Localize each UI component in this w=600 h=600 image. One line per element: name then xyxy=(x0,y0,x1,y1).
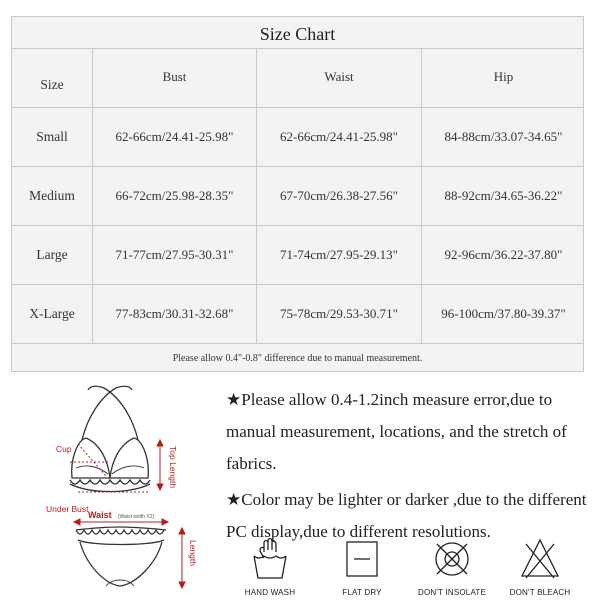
care-item-do-not-bleach xyxy=(498,534,582,600)
waist-label: Waist xyxy=(88,510,112,520)
top-length-label: Top Length xyxy=(168,446,178,489)
bust-cell: 71-77cm/27.95-30.31" xyxy=(93,226,257,284)
waist-cell: 75-78cm/29.53-30.71" xyxy=(257,285,422,343)
measurement-error-note: ★Please allow 0.4-1.2inch measure error,due to manual measurement, locations, and the stretch of fabrics. xyxy=(226,390,567,473)
measurement-note: Please allow 0.4"-0.8" difference due to manual measurement. xyxy=(172,353,423,364)
waist-cell: 71-74cm/27.95-29.13" xyxy=(257,226,422,284)
size-cell: Large xyxy=(12,226,93,284)
header-size: Size xyxy=(12,49,93,107)
flat-dry-icon xyxy=(340,534,384,584)
table-header-row xyxy=(12,49,583,108)
do-not-insolate-label: DON'T INSOLATE xyxy=(417,588,487,597)
bust-cell: 66-72cm/25.98-28.35" xyxy=(93,167,257,225)
table-row xyxy=(12,108,583,167)
hand-wash-label: HAND WASH xyxy=(244,588,296,597)
header-waist: Waist xyxy=(257,49,422,107)
size-cell: Small xyxy=(12,108,93,166)
hand-wash-icon xyxy=(248,534,292,584)
size-cell: Medium xyxy=(12,167,93,225)
do-not-bleach-label: DON'T BLEACH xyxy=(509,588,571,597)
bust-cell: 77-83cm/30.31-32.68" xyxy=(93,285,257,343)
color-variation-note: ★Color may be lighter or darker ,due to the different PC display,due to different resolutions. xyxy=(226,490,587,541)
header-hip: Hip xyxy=(493,69,514,84)
care-item-do-not-insolate xyxy=(410,534,494,600)
bikini-measurement-diagram xyxy=(20,380,210,600)
size-chart-table xyxy=(11,16,584,372)
table-row xyxy=(12,226,583,285)
bikini-bottom-illustration xyxy=(76,527,166,586)
size-chart-title: Size Chart xyxy=(12,17,583,49)
waist-cell: 67-70cm/26.38-27.56" xyxy=(257,167,422,225)
care-item-flat-dry xyxy=(320,534,404,600)
hip-cell: 84-88cm/33.07-34.65" xyxy=(444,129,563,144)
do-not-insolate-icon xyxy=(430,534,474,584)
do-not-bleach-icon xyxy=(518,534,562,584)
care-item-hand-wash xyxy=(228,534,312,600)
under-bust-label: Under Bust xyxy=(46,504,89,514)
hip-cell: 92-96cm/36.22-37.80" xyxy=(444,247,563,262)
size-cell: X-Large xyxy=(12,285,93,343)
hip-cell: 96-100cm/37.80-39.37" xyxy=(441,306,566,321)
care-instructions xyxy=(228,534,600,600)
bikini-top-illustration xyxy=(70,386,150,491)
flat-dry-label: FLAT DRY xyxy=(342,588,382,597)
length-label: Length xyxy=(188,540,198,566)
hip-cell: 88-92cm/34.65-36.22" xyxy=(444,188,563,203)
header-bust: Bust xyxy=(93,49,257,107)
table-row xyxy=(12,285,583,344)
waist-cell: 62-66cm/24.41-25.98" xyxy=(257,108,422,166)
waist-note-label: (Waist width X2) xyxy=(118,514,155,520)
bust-cell: 62-66cm/24.41-25.98" xyxy=(93,108,257,166)
table-row xyxy=(12,167,583,226)
product-notes xyxy=(226,384,598,552)
cup-label: Cup xyxy=(56,444,72,454)
